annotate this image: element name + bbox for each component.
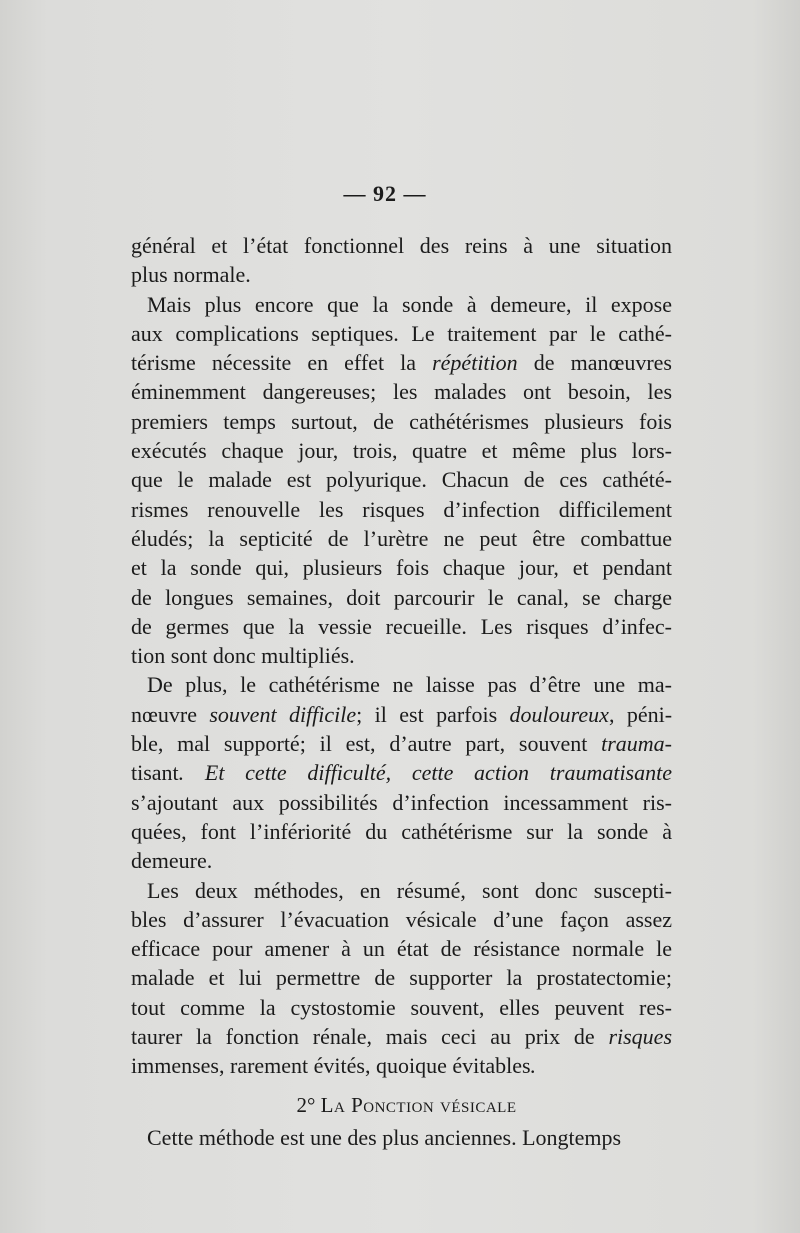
text-line: Les deux méthodes, en résumé, sont donc suscepti-: [147, 877, 672, 903]
paragraph: [131, 1123, 672, 1152]
paragraph: [131, 876, 672, 1081]
text-line: malade et lui permettre de supporter la prostatectomie;: [131, 965, 672, 991]
text-line: ble, mal supporté; il est, d’autre part, souvent trauma-: [131, 731, 672, 757]
text-line: et la sonde qui, plusieurs fois chaque jour, et pendant: [131, 555, 672, 581]
text-line: de germes que la vessie recueille. Les risques d’infec-: [131, 613, 672, 639]
body-text: [131, 231, 672, 1152]
text-line: tisant. Et cette difficulté, cette action traumatisante: [131, 760, 672, 786]
text-line: premiers temps surtout, de cathétérismes plusieurs fois: [131, 408, 672, 434]
section-heading: [131, 1091, 672, 1120]
text-line: s’ajoutant aux possibilités d’infection incessamment ris-: [131, 789, 672, 815]
text-line: Mais plus encore que la sonde à demeure, il expose: [147, 291, 672, 317]
paragraphs-after-heading: [131, 1123, 672, 1152]
page-number: — 92 —: [343, 181, 427, 206]
text-line: éludés; la septicité de l’urètre ne peut être combattue: [131, 525, 672, 551]
paragraphs-before-heading: [131, 231, 672, 1081]
text-line: aux complications septiques. Le traitement par le cathé-: [131, 320, 672, 346]
text-line: quées, font l’infériorité du cathétérisme sur la sonde à: [131, 818, 672, 844]
text-line: De plus, le cathétérisme ne laisse pas d’être une ma-: [147, 672, 672, 698]
text-line: nœuvre souvent difficile; il est parfois douloureux, péni-: [131, 701, 673, 727]
text-line: Cette méthode est une des plus anciennes. Longtemps: [147, 1124, 622, 1150]
text-line: rismes renouvelle les risques d’infection difficilement: [131, 496, 672, 522]
text-line: exécutés chaque jour, trois, quatre et même plus lors-: [131, 438, 672, 464]
text-line: général et l’état fonctionnel des reins à une situation: [131, 233, 672, 258]
text-line: térisme nécessite en effet la répétition de manœuvres: [131, 350, 672, 376]
text-line: immenses, rarement évités, quoique évitables.: [131, 1053, 537, 1079]
section-number: 2°: [296, 1092, 321, 1117]
text-line: taurer la fonction rénale, mais ceci au prix de risques: [131, 1024, 672, 1050]
text-line: tion sont donc multipliés.: [131, 643, 355, 669]
section-title: La Ponction vésicale: [320, 1092, 517, 1117]
text-line: éminemment dangereuses; les malades ont besoin, les: [131, 379, 672, 405]
text-line: bles d’assurer l’évacuation vésicale d’une façon assez: [131, 906, 672, 932]
text-line: que le malade est polyurique. Chacun de ces cathété-: [131, 467, 672, 493]
paragraph: [131, 290, 672, 671]
text-line: efficace pour amener à un état de résistance normale le: [131, 936, 672, 962]
paragraph: [131, 231, 672, 290]
text-line: plus normale.: [131, 262, 251, 288]
text-line: tout comme la cystostomie souvent, elles peuvent res-: [131, 994, 672, 1020]
paragraph: [131, 670, 672, 875]
text-line: demeure.: [131, 848, 213, 874]
text-line: de longues semaines, doit parcourir le canal, se charge: [131, 584, 672, 610]
